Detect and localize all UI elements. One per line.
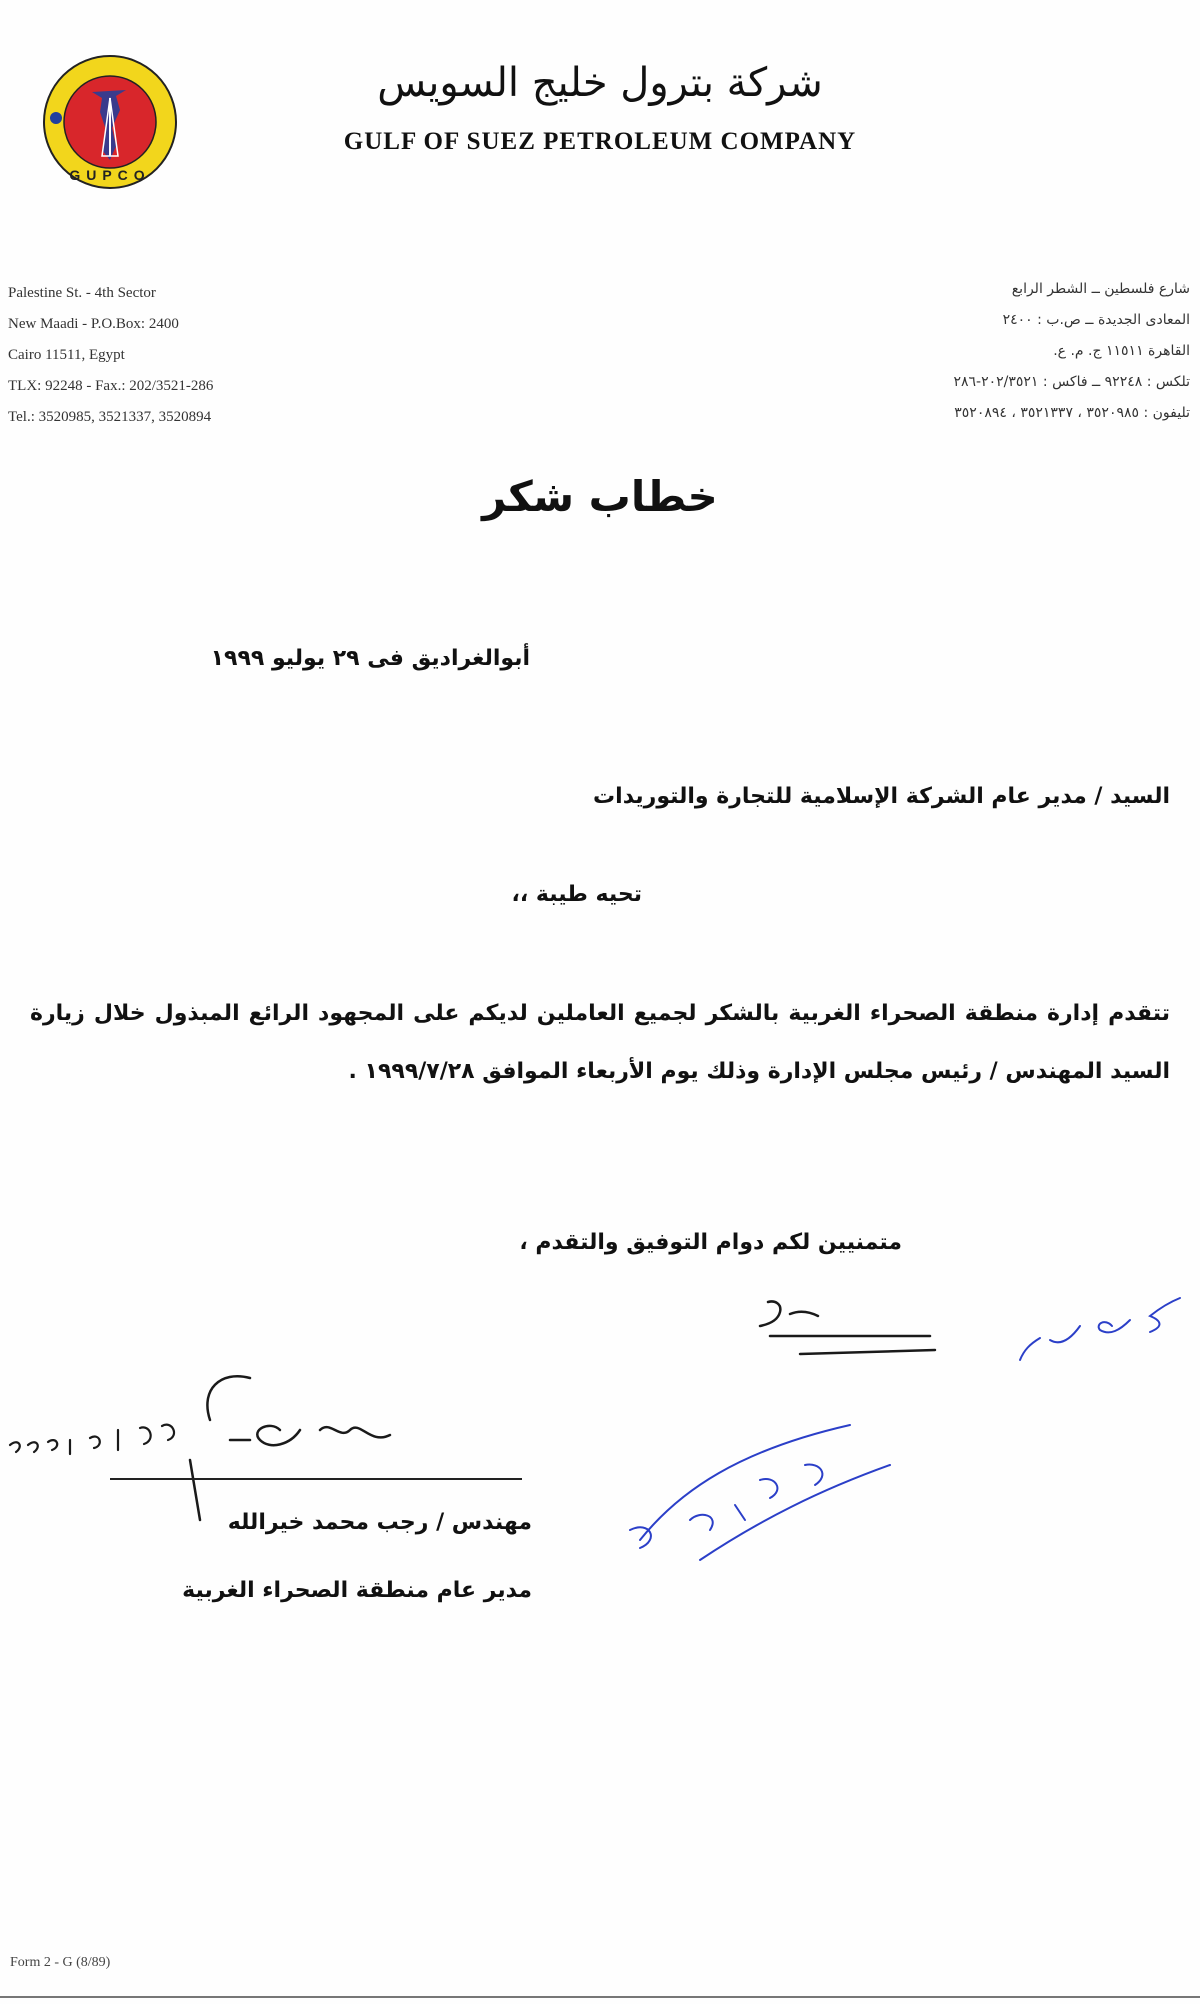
address-arabic	[670, 274, 1190, 429]
letter-title: خطاب شكر	[482, 472, 718, 521]
letter-date: أبوالغراديق فى ٢٩ يوليو ١٩٩٩	[210, 646, 530, 671]
letter-recipient: السيد / مدير عام الشركة الإسلامية للتجارة والتوريدات	[593, 784, 1170, 809]
address-line: TLX: 92248 - Fax.: 202/3521-286	[8, 378, 214, 394]
company-name-arabic: شركة بترول خليج السويس	[377, 60, 823, 106]
letter-greeting: تحيه طيبة ،،	[511, 882, 642, 907]
address-line: New Maadi - P.O.Box: 2400	[8, 316, 179, 332]
address-line: تلكس : ٩٢٢٤٨ ــ فاكس : ٢٠٢/٣٥٢١-٢٨٦	[953, 374, 1190, 390]
signature-line	[110, 1478, 522, 1480]
address-line: القاهرة ١١٥١١ ج. م. ع.	[1053, 343, 1190, 359]
handwritten-note-blue	[1020, 1298, 1180, 1360]
address-line: Palestine St. - 4th Sector	[8, 285, 156, 301]
signatory-name: مهندس / رجب محمد خيرالله	[227, 1510, 532, 1535]
address-line: Tel.: 3520985, 3521337, 3520894	[8, 409, 212, 425]
letter-body-paragraph: تتقدم إدارة منطقة الصحراء الغربية بالشكر لجميع العاملين لديكم على المجهود الرائع المبذول خلال زيارة السيد المهندس / رئيس مجلس الإدارة وذلك يوم الأربعاء الموافق ١٩٩٩/٧/٢٨ .	[30, 1001, 1170, 1084]
letter-closing: متمنيين لكم دوام التوفيق والتقدم ،	[519, 1230, 902, 1255]
logo-text: GUPCO	[69, 167, 151, 183]
handwritten-date-left	[10, 1425, 174, 1454]
form-code: Form 2 - G (8/89)	[10, 1955, 111, 1970]
approval-signature-blue	[630, 1425, 890, 1560]
address-line: المعادى الجديدة ــ ص.ب : ٢٤٠٠	[1002, 312, 1190, 328]
handwritten-initials-top	[760, 1301, 935, 1354]
handwritten-annotations	[0, 1280, 1200, 1600]
company-name-english: GULF OF SUEZ PETROLEUM COMPANY	[343, 128, 857, 155]
address-english	[8, 278, 428, 433]
signatory-title: مدير عام منطقة الصحراء الغربية	[182, 1578, 532, 1603]
address-line: تليفون : ٣٥٢٠٩٨٥ ، ٣٥٢١٣٣٧ ، ٣٥٢٠٨٩٤	[954, 405, 1190, 421]
address-line: شارع فلسطين ــ الشطر الرابع	[1011, 281, 1190, 297]
page-bottom-rule	[0, 1996, 1200, 1998]
manager-signature	[190, 1376, 390, 1520]
company-logo	[40, 52, 180, 192]
address-line: Cairo 11511, Egypt	[8, 347, 125, 363]
